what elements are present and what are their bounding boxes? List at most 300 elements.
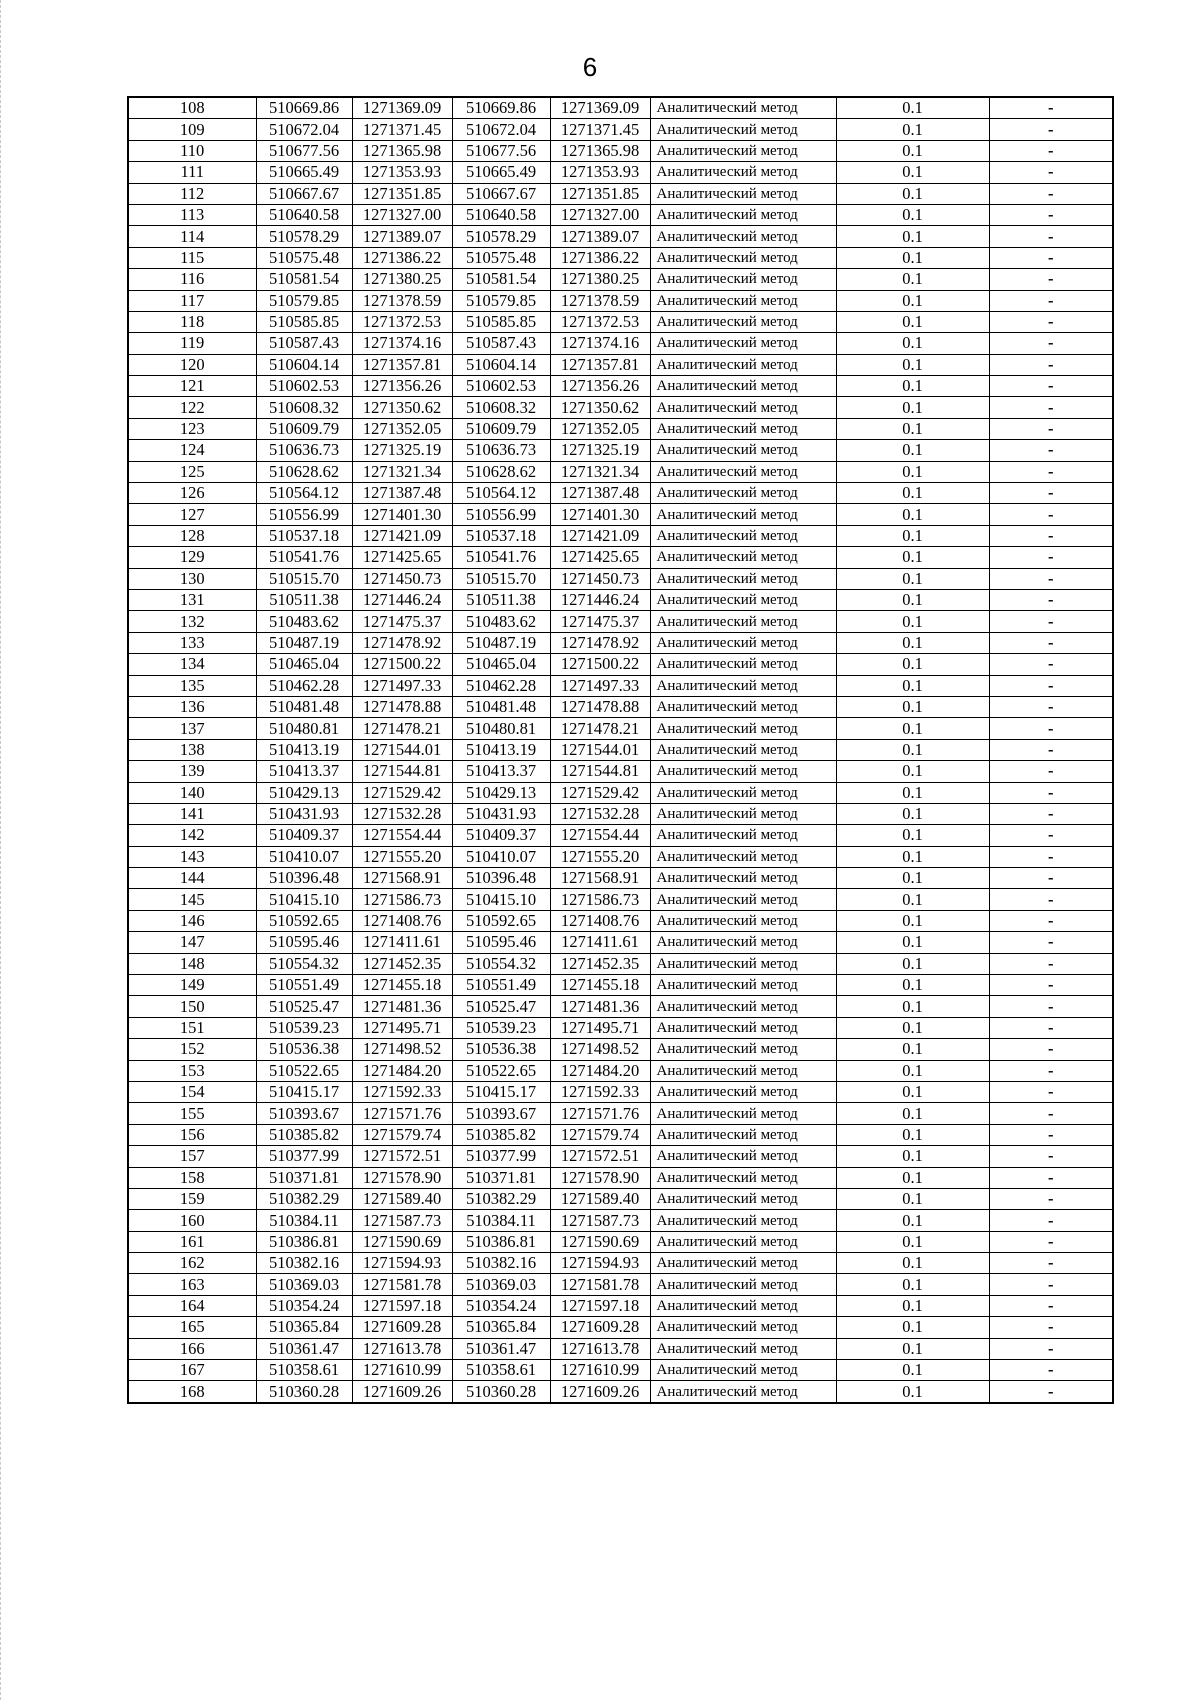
method-cell: Аналитический метод (650, 1146, 836, 1167)
y-coord-2-cell: 1271425.65 (550, 547, 650, 568)
accuracy-cell: 0.1 (836, 739, 989, 760)
x-coord-2-cell: 510602.53 (452, 376, 550, 397)
x-coord-cell: 510669.86 (256, 97, 352, 119)
table-row (128, 1124, 1113, 1145)
x-coord-cell: 510536.38 (256, 1039, 352, 1060)
x-coord-2-cell: 510361.47 (452, 1338, 550, 1359)
table-row (128, 226, 1113, 247)
method-cell: Аналитический метод (650, 397, 836, 418)
x-coord-cell: 510575.48 (256, 247, 352, 268)
description-cell: - (989, 376, 1113, 397)
method-cell: Аналитический метод (650, 825, 836, 846)
table-row (128, 1295, 1113, 1316)
method-cell: Аналитический метод (650, 675, 836, 696)
accuracy-cell: 0.1 (836, 654, 989, 675)
y-coord-cell: 1271351.85 (352, 183, 452, 204)
accuracy-cell: 0.1 (836, 782, 989, 803)
x-coord-2-cell: 510537.18 (452, 525, 550, 546)
x-coord-cell: 510386.81 (256, 1231, 352, 1252)
accuracy-cell: 0.1 (836, 354, 989, 375)
point-number-cell: 139 (128, 761, 256, 782)
accuracy-cell: 0.1 (836, 140, 989, 161)
accuracy-cell: 0.1 (836, 290, 989, 311)
description-cell: - (989, 1039, 1113, 1060)
y-coord-cell: 1271495.71 (352, 1017, 452, 1038)
x-coord-cell: 510413.37 (256, 761, 352, 782)
x-coord-cell: 510604.14 (256, 354, 352, 375)
method-cell: Аналитический метод (650, 953, 836, 974)
table-row (128, 589, 1113, 610)
table-row (128, 718, 1113, 739)
x-coord-cell: 510564.12 (256, 483, 352, 504)
method-cell: Аналитический метод (650, 1103, 836, 1124)
method-cell: Аналитический метод (650, 290, 836, 311)
y-coord-2-cell: 1271378.59 (550, 290, 650, 311)
point-number-cell: 166 (128, 1338, 256, 1359)
x-coord-2-cell: 510429.13 (452, 782, 550, 803)
x-coord-cell: 510480.81 (256, 718, 352, 739)
table-row (128, 611, 1113, 632)
method-cell: Аналитический метод (650, 333, 836, 354)
description-cell: - (989, 140, 1113, 161)
description-cell: - (989, 568, 1113, 589)
x-coord-2-cell: 510564.12 (452, 483, 550, 504)
description-cell: - (989, 696, 1113, 717)
y-coord-2-cell: 1271579.74 (550, 1124, 650, 1145)
table-row (128, 354, 1113, 375)
accuracy-cell: 0.1 (836, 803, 989, 824)
x-coord-2-cell: 510585.85 (452, 311, 550, 332)
x-coord-2-cell: 510595.46 (452, 932, 550, 953)
accuracy-cell: 0.1 (836, 483, 989, 504)
x-coord-cell: 510636.73 (256, 440, 352, 461)
accuracy-cell: 0.1 (836, 1124, 989, 1145)
point-number-cell: 163 (128, 1274, 256, 1295)
x-coord-2-cell: 510382.16 (452, 1253, 550, 1274)
table-row (128, 1360, 1113, 1381)
table-row (128, 1231, 1113, 1252)
y-coord-2-cell: 1271446.24 (550, 589, 650, 610)
x-coord-cell: 510409.37 (256, 825, 352, 846)
description-cell: - (989, 525, 1113, 546)
description-cell: - (989, 162, 1113, 183)
point-number-cell: 146 (128, 910, 256, 931)
x-coord-2-cell: 510511.38 (452, 589, 550, 610)
method-cell: Аналитический метод (650, 547, 836, 568)
y-coord-cell: 1271544.81 (352, 761, 452, 782)
x-coord-cell: 510382.16 (256, 1253, 352, 1274)
description-cell: - (989, 654, 1113, 675)
description-cell: - (989, 1360, 1113, 1381)
y-coord-2-cell: 1271380.25 (550, 269, 650, 290)
accuracy-cell: 0.1 (836, 1017, 989, 1038)
method-cell: Аналитический метод (650, 1017, 836, 1038)
description-cell: - (989, 868, 1113, 889)
y-coord-2-cell: 1271387.48 (550, 483, 650, 504)
point-number-cell: 128 (128, 525, 256, 546)
y-coord-2-cell: 1271481.36 (550, 996, 650, 1017)
point-number-cell: 131 (128, 589, 256, 610)
x-coord-cell: 510371.81 (256, 1167, 352, 1188)
y-coord-2-cell: 1271350.62 (550, 397, 650, 418)
y-coord-2-cell: 1271613.78 (550, 1338, 650, 1359)
point-number-cell: 160 (128, 1210, 256, 1231)
description-cell: - (989, 761, 1113, 782)
x-coord-2-cell: 510382.29 (452, 1188, 550, 1209)
point-number-cell: 116 (128, 269, 256, 290)
accuracy-cell: 0.1 (836, 1381, 989, 1403)
method-cell: Аналитический метод (650, 1039, 836, 1060)
x-coord-cell: 510525.47 (256, 996, 352, 1017)
description-cell: - (989, 1295, 1113, 1316)
table-row (128, 632, 1113, 653)
x-coord-2-cell: 510575.48 (452, 247, 550, 268)
accuracy-cell: 0.1 (836, 632, 989, 653)
x-coord-cell: 510667.67 (256, 183, 352, 204)
method-cell: Аналитический метод (650, 611, 836, 632)
table-row (128, 568, 1113, 589)
x-coord-cell: 510578.29 (256, 226, 352, 247)
x-coord-cell: 510358.61 (256, 1360, 352, 1381)
point-number-cell: 110 (128, 140, 256, 161)
y-coord-cell: 1271421.09 (352, 525, 452, 546)
x-coord-2-cell: 510677.56 (452, 140, 550, 161)
y-coord-2-cell: 1271484.20 (550, 1060, 650, 1081)
x-coord-2-cell: 510384.11 (452, 1210, 550, 1231)
x-coord-2-cell: 510554.32 (452, 953, 550, 974)
x-coord-cell: 510393.67 (256, 1103, 352, 1124)
x-coord-2-cell: 510669.86 (452, 97, 550, 119)
point-number-cell: 154 (128, 1081, 256, 1102)
x-coord-cell: 510515.70 (256, 568, 352, 589)
y-coord-2-cell: 1271544.01 (550, 739, 650, 760)
y-coord-cell: 1271478.21 (352, 718, 452, 739)
description-cell: - (989, 1274, 1113, 1295)
x-coord-2-cell: 510667.67 (452, 183, 550, 204)
method-cell: Аналитический метод (650, 247, 836, 268)
table-row (128, 868, 1113, 889)
method-cell: Аналитический метод (650, 889, 836, 910)
table-row (128, 311, 1113, 332)
description-cell: - (989, 354, 1113, 375)
method-cell: Аналитический метод (650, 718, 836, 739)
y-coord-2-cell: 1271572.51 (550, 1146, 650, 1167)
y-coord-2-cell: 1271578.90 (550, 1167, 650, 1188)
y-coord-2-cell: 1271478.92 (550, 632, 650, 653)
x-coord-cell: 510377.99 (256, 1146, 352, 1167)
accuracy-cell: 0.1 (836, 183, 989, 204)
y-coord-cell: 1271579.74 (352, 1124, 452, 1145)
x-coord-2-cell: 510481.48 (452, 696, 550, 717)
point-number-cell: 123 (128, 418, 256, 439)
x-coord-2-cell: 510536.38 (452, 1039, 550, 1060)
x-coord-2-cell: 510410.07 (452, 846, 550, 867)
accuracy-cell: 0.1 (836, 418, 989, 439)
x-coord-cell: 510672.04 (256, 119, 352, 140)
point-number-cell: 120 (128, 354, 256, 375)
point-number-cell: 157 (128, 1146, 256, 1167)
table-row (128, 696, 1113, 717)
x-coord-cell: 510462.28 (256, 675, 352, 696)
point-number-cell: 164 (128, 1295, 256, 1316)
y-coord-2-cell: 1271610.99 (550, 1360, 650, 1381)
table-row (128, 525, 1113, 546)
table-row (128, 162, 1113, 183)
y-coord-cell: 1271327.00 (352, 204, 452, 225)
description-cell: - (989, 975, 1113, 996)
method-cell: Аналитический метод (650, 654, 836, 675)
accuracy-cell: 0.1 (836, 718, 989, 739)
y-coord-cell: 1271478.92 (352, 632, 452, 653)
description-cell: - (989, 1338, 1113, 1359)
method-cell: Аналитический метод (650, 1295, 836, 1316)
description-cell: - (989, 910, 1113, 931)
accuracy-cell: 0.1 (836, 975, 989, 996)
y-coord-cell: 1271500.22 (352, 654, 452, 675)
y-coord-cell: 1271597.18 (352, 1295, 452, 1316)
y-coord-cell: 1271609.26 (352, 1381, 452, 1403)
y-coord-cell: 1271592.33 (352, 1081, 452, 1102)
y-coord-2-cell: 1271389.07 (550, 226, 650, 247)
point-number-cell: 112 (128, 183, 256, 204)
x-coord-cell: 510384.11 (256, 1210, 352, 1231)
y-coord-2-cell: 1271351.85 (550, 183, 650, 204)
table-row (128, 739, 1113, 760)
point-number-cell: 151 (128, 1017, 256, 1038)
y-coord-2-cell: 1271500.22 (550, 654, 650, 675)
y-coord-2-cell: 1271408.76 (550, 910, 650, 931)
y-coord-2-cell: 1271590.69 (550, 1231, 650, 1252)
y-coord-cell: 1271571.76 (352, 1103, 452, 1124)
point-number-cell: 134 (128, 654, 256, 675)
x-coord-2-cell: 510539.23 (452, 1017, 550, 1038)
accuracy-cell: 0.1 (836, 397, 989, 418)
accuracy-cell: 0.1 (836, 1360, 989, 1381)
table-row (128, 140, 1113, 161)
accuracy-cell: 0.1 (836, 504, 989, 525)
accuracy-cell: 0.1 (836, 1253, 989, 1274)
point-number-cell: 114 (128, 226, 256, 247)
x-coord-2-cell: 510386.81 (452, 1231, 550, 1252)
accuracy-cell: 0.1 (836, 910, 989, 931)
x-coord-cell: 510369.03 (256, 1274, 352, 1295)
y-coord-2-cell: 1271365.98 (550, 140, 650, 161)
y-coord-cell: 1271481.36 (352, 996, 452, 1017)
description-cell: - (989, 675, 1113, 696)
y-coord-cell: 1271475.37 (352, 611, 452, 632)
description-cell: - (989, 204, 1113, 225)
x-coord-2-cell: 510385.82 (452, 1124, 550, 1145)
description-cell: - (989, 782, 1113, 803)
y-coord-2-cell: 1271609.28 (550, 1317, 650, 1338)
accuracy-cell: 0.1 (836, 868, 989, 889)
method-cell: Аналитический метод (650, 354, 836, 375)
description-cell: - (989, 1103, 1113, 1124)
point-number-cell: 141 (128, 803, 256, 824)
description-cell: - (989, 632, 1113, 653)
y-coord-cell: 1271356.26 (352, 376, 452, 397)
x-coord-cell: 510483.62 (256, 611, 352, 632)
y-coord-cell: 1271581.78 (352, 1274, 452, 1295)
y-coord-cell: 1271353.93 (352, 162, 452, 183)
x-coord-2-cell: 510396.48 (452, 868, 550, 889)
description-cell: - (989, 1253, 1113, 1274)
description-cell: - (989, 1210, 1113, 1231)
accuracy-cell: 0.1 (836, 932, 989, 953)
accuracy-cell: 0.1 (836, 1295, 989, 1316)
y-coord-2-cell: 1271452.35 (550, 953, 650, 974)
table-row (128, 547, 1113, 568)
table-row (128, 183, 1113, 204)
point-number-cell: 136 (128, 696, 256, 717)
x-coord-cell: 510628.62 (256, 461, 352, 482)
point-number-cell: 138 (128, 739, 256, 760)
y-coord-cell: 1271529.42 (352, 782, 452, 803)
description-cell: - (989, 996, 1113, 1017)
method-cell: Аналитический метод (650, 162, 836, 183)
x-coord-cell: 510554.32 (256, 953, 352, 974)
scan-edge (0, 0, 3, 1700)
method-cell: Аналитический метод (650, 461, 836, 482)
x-coord-cell: 510609.79 (256, 418, 352, 439)
x-coord-cell: 510413.19 (256, 739, 352, 760)
point-number-cell: 161 (128, 1231, 256, 1252)
description-cell: - (989, 440, 1113, 461)
y-coord-cell: 1271387.48 (352, 483, 452, 504)
description-cell: - (989, 483, 1113, 504)
y-coord-2-cell: 1271497.33 (550, 675, 650, 696)
method-cell: Аналитический метод (650, 568, 836, 589)
y-coord-cell: 1271610.99 (352, 1360, 452, 1381)
y-coord-cell: 1271380.25 (352, 269, 452, 290)
table-row (128, 910, 1113, 931)
x-coord-2-cell: 510480.81 (452, 718, 550, 739)
x-coord-2-cell: 510604.14 (452, 354, 550, 375)
x-coord-2-cell: 510592.65 (452, 910, 550, 931)
y-coord-2-cell: 1271356.26 (550, 376, 650, 397)
description-cell: - (989, 1081, 1113, 1102)
x-coord-cell: 510595.46 (256, 932, 352, 953)
x-coord-cell: 510410.07 (256, 846, 352, 867)
accuracy-cell: 0.1 (836, 440, 989, 461)
x-coord-2-cell: 510371.81 (452, 1167, 550, 1188)
y-coord-2-cell: 1271495.71 (550, 1017, 650, 1038)
method-cell: Аналитический метод (650, 803, 836, 824)
x-coord-cell: 510556.99 (256, 504, 352, 525)
point-number-cell: 144 (128, 868, 256, 889)
x-coord-2-cell: 510587.43 (452, 333, 550, 354)
method-cell: Аналитический метод (650, 1360, 836, 1381)
y-coord-cell: 1271497.33 (352, 675, 452, 696)
y-coord-2-cell: 1271369.09 (550, 97, 650, 119)
accuracy-cell: 0.1 (836, 589, 989, 610)
accuracy-cell: 0.1 (836, 547, 989, 568)
description-cell: - (989, 1381, 1113, 1403)
x-coord-2-cell: 510483.62 (452, 611, 550, 632)
accuracy-cell: 0.1 (836, 1317, 989, 1338)
x-coord-2-cell: 510578.29 (452, 226, 550, 247)
accuracy-cell: 0.1 (836, 1081, 989, 1102)
y-coord-cell: 1271446.24 (352, 589, 452, 610)
y-coord-cell: 1271578.90 (352, 1167, 452, 1188)
method-cell: Аналитический метод (650, 183, 836, 204)
table-row (128, 1381, 1113, 1403)
method-cell: Аналитический метод (650, 632, 836, 653)
table-row (128, 1039, 1113, 1060)
point-number-cell: 121 (128, 376, 256, 397)
description-cell: - (989, 1231, 1113, 1252)
x-coord-cell: 510487.19 (256, 632, 352, 653)
table-row (128, 889, 1113, 910)
y-coord-cell: 1271386.22 (352, 247, 452, 268)
y-coord-2-cell: 1271357.81 (550, 354, 650, 375)
table-row (128, 654, 1113, 675)
y-coord-2-cell: 1271475.37 (550, 611, 650, 632)
x-coord-cell: 510539.23 (256, 1017, 352, 1038)
x-coord-cell: 510587.43 (256, 333, 352, 354)
table-row (128, 675, 1113, 696)
y-coord-2-cell: 1271325.19 (550, 440, 650, 461)
method-cell: Аналитический метод (650, 1081, 836, 1102)
accuracy-cell: 0.1 (836, 311, 989, 332)
point-number-cell: 140 (128, 782, 256, 803)
accuracy-cell: 0.1 (836, 461, 989, 482)
accuracy-cell: 0.1 (836, 568, 989, 589)
y-coord-2-cell: 1271529.42 (550, 782, 650, 803)
x-coord-cell: 510481.48 (256, 696, 352, 717)
y-coord-2-cell: 1271478.88 (550, 696, 650, 717)
y-coord-2-cell: 1271411.61 (550, 932, 650, 953)
table-row (128, 1081, 1113, 1102)
table-row (128, 119, 1113, 140)
method-cell: Аналитический метод (650, 589, 836, 610)
description-cell: - (989, 1060, 1113, 1081)
table-row (128, 290, 1113, 311)
point-number-cell: 148 (128, 953, 256, 974)
x-coord-2-cell: 510672.04 (452, 119, 550, 140)
x-coord-cell: 510431.93 (256, 803, 352, 824)
description-cell: - (989, 333, 1113, 354)
method-cell: Аналитический метод (650, 140, 836, 161)
coordinates-table (127, 96, 1114, 1404)
point-number-cell: 108 (128, 97, 256, 119)
y-coord-cell: 1271372.53 (352, 311, 452, 332)
x-coord-cell: 510585.85 (256, 311, 352, 332)
method-cell: Аналитический метод (650, 868, 836, 889)
y-coord-cell: 1271594.93 (352, 1253, 452, 1274)
method-cell: Аналитический метод (650, 975, 836, 996)
table-row (128, 440, 1113, 461)
y-coord-2-cell: 1271589.40 (550, 1188, 650, 1209)
x-coord-2-cell: 510525.47 (452, 996, 550, 1017)
method-cell: Аналитический метод (650, 311, 836, 332)
table-row (128, 953, 1113, 974)
point-number-cell: 126 (128, 483, 256, 504)
point-number-cell: 155 (128, 1103, 256, 1124)
accuracy-cell: 0.1 (836, 376, 989, 397)
method-cell: Аналитический метод (650, 782, 836, 803)
point-number-cell: 130 (128, 568, 256, 589)
y-coord-2-cell: 1271478.21 (550, 718, 650, 739)
method-cell: Аналитический метод (650, 204, 836, 225)
y-coord-2-cell: 1271594.93 (550, 1253, 650, 1274)
x-coord-cell: 510581.54 (256, 269, 352, 290)
y-coord-2-cell: 1271586.73 (550, 889, 650, 910)
x-coord-2-cell: 510409.37 (452, 825, 550, 846)
table-row (128, 1317, 1113, 1338)
accuracy-cell: 0.1 (836, 1146, 989, 1167)
table-row (128, 333, 1113, 354)
